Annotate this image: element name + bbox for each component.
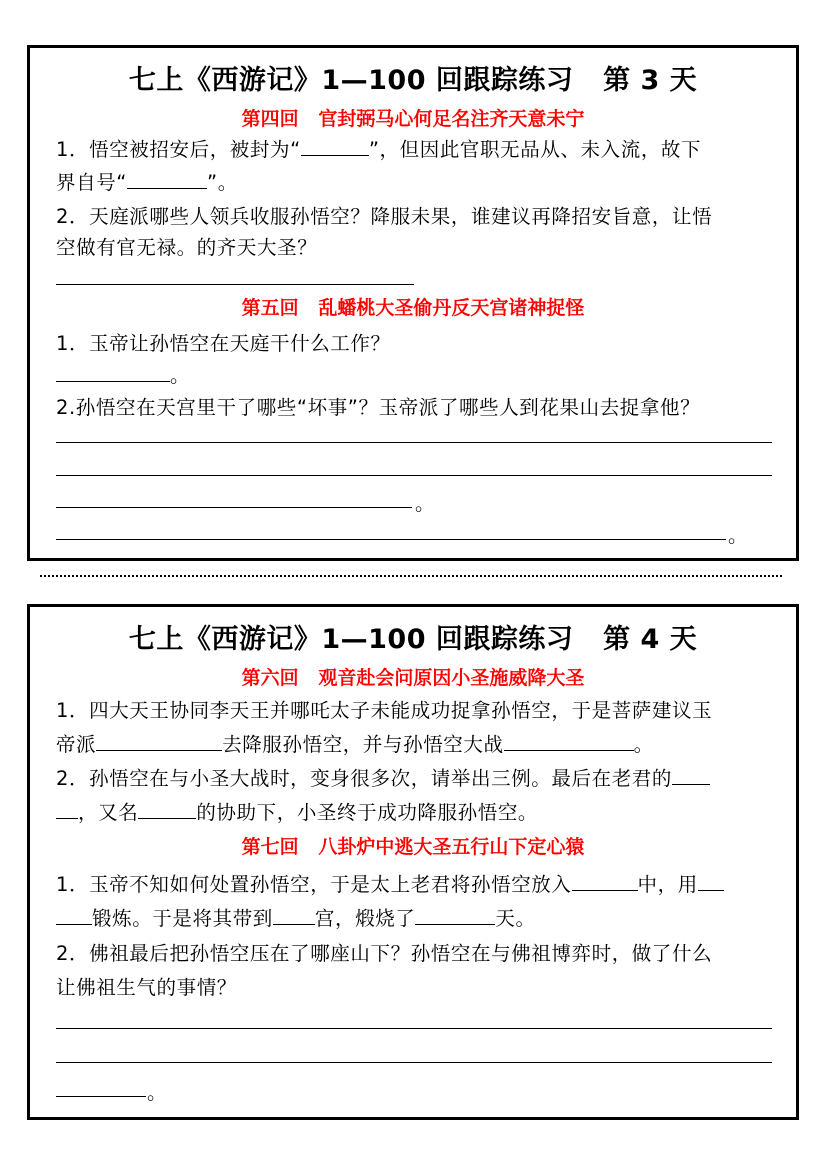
answer-blank[interactable] (301, 137, 369, 156)
chapter4-heading: 第四回 官封弼马心何足名注齐天意未宁 (241, 108, 585, 130)
ch5-q2-line1: 2.孙悟空在天宫里干了哪些“坏事”？玉帝派了哪些人到花果山去捉拿他？ (56, 396, 701, 419)
answer-line[interactable] (56, 442, 772, 443)
ch7-q1-line2: 锻炼。于是将其带到 宫，煅烧了 天。 (56, 903, 536, 931)
answer-blank[interactable] (56, 800, 78, 819)
answer-blank[interactable] (127, 170, 207, 189)
answer-blank[interactable] (572, 872, 638, 891)
answer-blank[interactable] (415, 906, 495, 925)
ch7-q2-line2: 让佛祖生气的事情？ (56, 976, 237, 999)
worksheet-day-4 (27, 604, 799, 1120)
answer-blank[interactable] (698, 872, 724, 891)
ch6-q1-line2: 帝派 去降服孙悟空，并与孙悟空大战 。 (56, 733, 654, 756)
answer-blank[interactable] (96, 732, 222, 751)
chapter7-heading: 第七回 八卦炉中逃大圣五行山下定心猿 (241, 836, 585, 858)
answer-line[interactable] (56, 1096, 146, 1097)
ch5-q1-answer: 。 (56, 360, 190, 388)
answer-line[interactable] (56, 1062, 772, 1063)
chapter6-heading: 第六回 观音赴会问原因小圣施威降大圣 (241, 667, 585, 689)
ch4-q2-line1: 2．天庭派哪些人领兵收服孙悟空？降服未果，谁建议再降招安旨意，让悟 (56, 205, 713, 228)
period: 。 (728, 524, 748, 547)
ch6-q2-line1: 2．孙悟空在与小圣大战时，变身很多次，请举出三例。最后在老君的 (56, 763, 710, 791)
answer-line[interactable] (56, 1028, 772, 1029)
answer-blank[interactable] (56, 363, 170, 382)
ch6-q1-line1: 1．四大天王协同李天王并哪吒太子未能成功捉拿孙悟空，于是菩萨建议玉 (56, 699, 713, 722)
ch6-q2-line2: ，又名 的协助下，小圣终于成功降服孙悟空。 (56, 797, 538, 825)
ch5-q1-line1: 1．玉帝让孙悟空在天庭干什么工作？ (56, 332, 391, 355)
answer-blank[interactable] (504, 732, 634, 751)
day3-title: 七上《西游记》1—100 回跟踪练习 第 3 天 (128, 65, 698, 96)
chapter5-heading: 第五回 乱蟠桃大圣偷丹反天宫诸神捉怪 (241, 297, 585, 319)
answer-blank[interactable] (672, 766, 710, 785)
ch7-q2-line1: 2．佛祖最后把孙悟空压在了哪座山下？孙悟空在与佛祖博弈时，做了什么 (56, 942, 713, 965)
answer-line[interactable] (56, 284, 414, 285)
answer-blank[interactable] (273, 906, 315, 925)
period: 。 (415, 492, 435, 515)
answer-blank[interactable] (56, 906, 92, 925)
dotted-separator (40, 575, 782, 577)
worksheet-day-3 (27, 45, 799, 561)
ch4-q1-line1: 1．悟空被招安后，被封为“ ”，但因此官职无品从、未入流，故下 (56, 138, 702, 161)
answer-line[interactable] (56, 475, 772, 476)
answer-line[interactable] (56, 507, 412, 508)
ch4-q2-line2: 空做有官无禄。的齐天大圣？ (56, 236, 318, 259)
ch7-q1-line1: 1．玉帝不知如何处置孙悟空，于是太上老君将孙悟空放入 中，用 (56, 869, 724, 897)
answer-line[interactable] (56, 539, 726, 540)
ch4-q1-line2: 界自号“ ”。 (56, 171, 238, 194)
day4-title: 七上《西游记》1—100 回跟踪练习 第 4 天 (128, 624, 698, 655)
period: 。 (147, 1081, 167, 1104)
answer-blank[interactable] (138, 800, 196, 819)
